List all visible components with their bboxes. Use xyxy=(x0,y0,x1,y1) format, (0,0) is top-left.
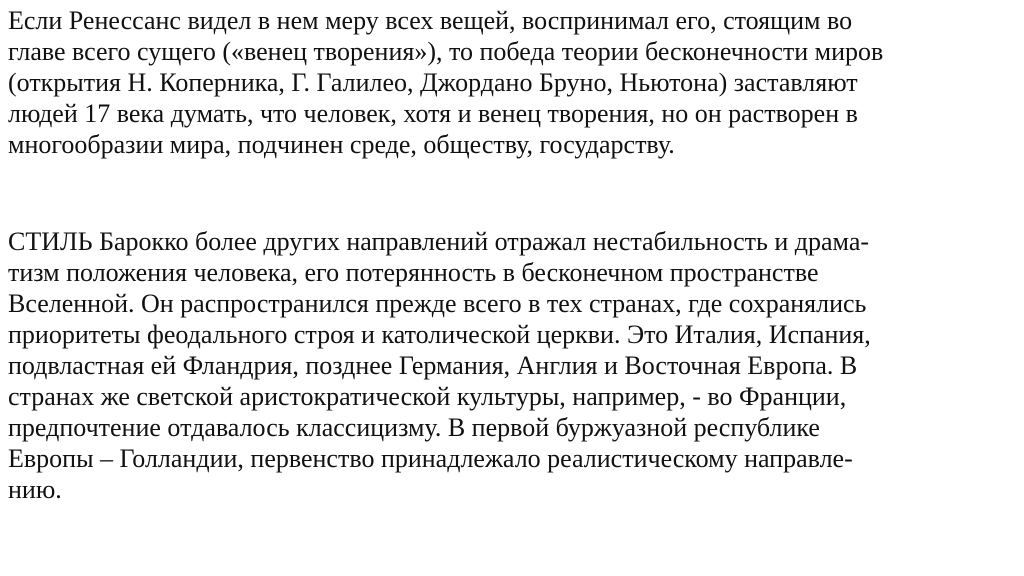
text-line: многообразии мира, подчинен среде, обществу, государству. xyxy=(8,130,675,159)
text-line: Вселенной. Он распространился прежде всего в тех странах, где сохранялись xyxy=(8,289,867,318)
text-line: (открытия Н. Коперника, Г. Галилео, Джордано Бруно, Ньютона) заставляют xyxy=(8,68,858,97)
text-line: странах же светской аристократической культуры, например, - во Франции, xyxy=(8,382,847,411)
text-line: Если Ренессанс видел в нем меру всех вещей, воспринимал его, стоящим во xyxy=(8,6,853,35)
paragraph-renaissance xyxy=(8,5,1020,160)
text-line: предпочтение отдавалось классицизму. В первой буржуазной республике xyxy=(8,413,820,442)
paragraph-baroque-style xyxy=(8,226,1020,505)
text-line: приоритеты феодального строя и католической церкви. Это Италия, Испания, xyxy=(8,320,871,349)
text-line: Европы – Голландии, первенство принадлежало реалистическому направле- xyxy=(8,444,853,473)
text-line: людей 17 века думать, что человек, хотя и венец творения, но он растворен в xyxy=(8,99,858,128)
text-line: СТИЛЬ Барокко более других направлений отражал нестабильность и драма- xyxy=(8,227,870,256)
text-line: главе всего сущего («венец творения»), то победа теории бесконечности миров xyxy=(8,37,884,66)
text-line: нию. xyxy=(8,475,62,504)
text-line: подвластная ей Фландрия, позднее Германия, Англия и Восточная Европа. В xyxy=(8,351,858,380)
text-line: тизм положения человека, его потерянность в бесконечном пространстве xyxy=(8,258,819,287)
